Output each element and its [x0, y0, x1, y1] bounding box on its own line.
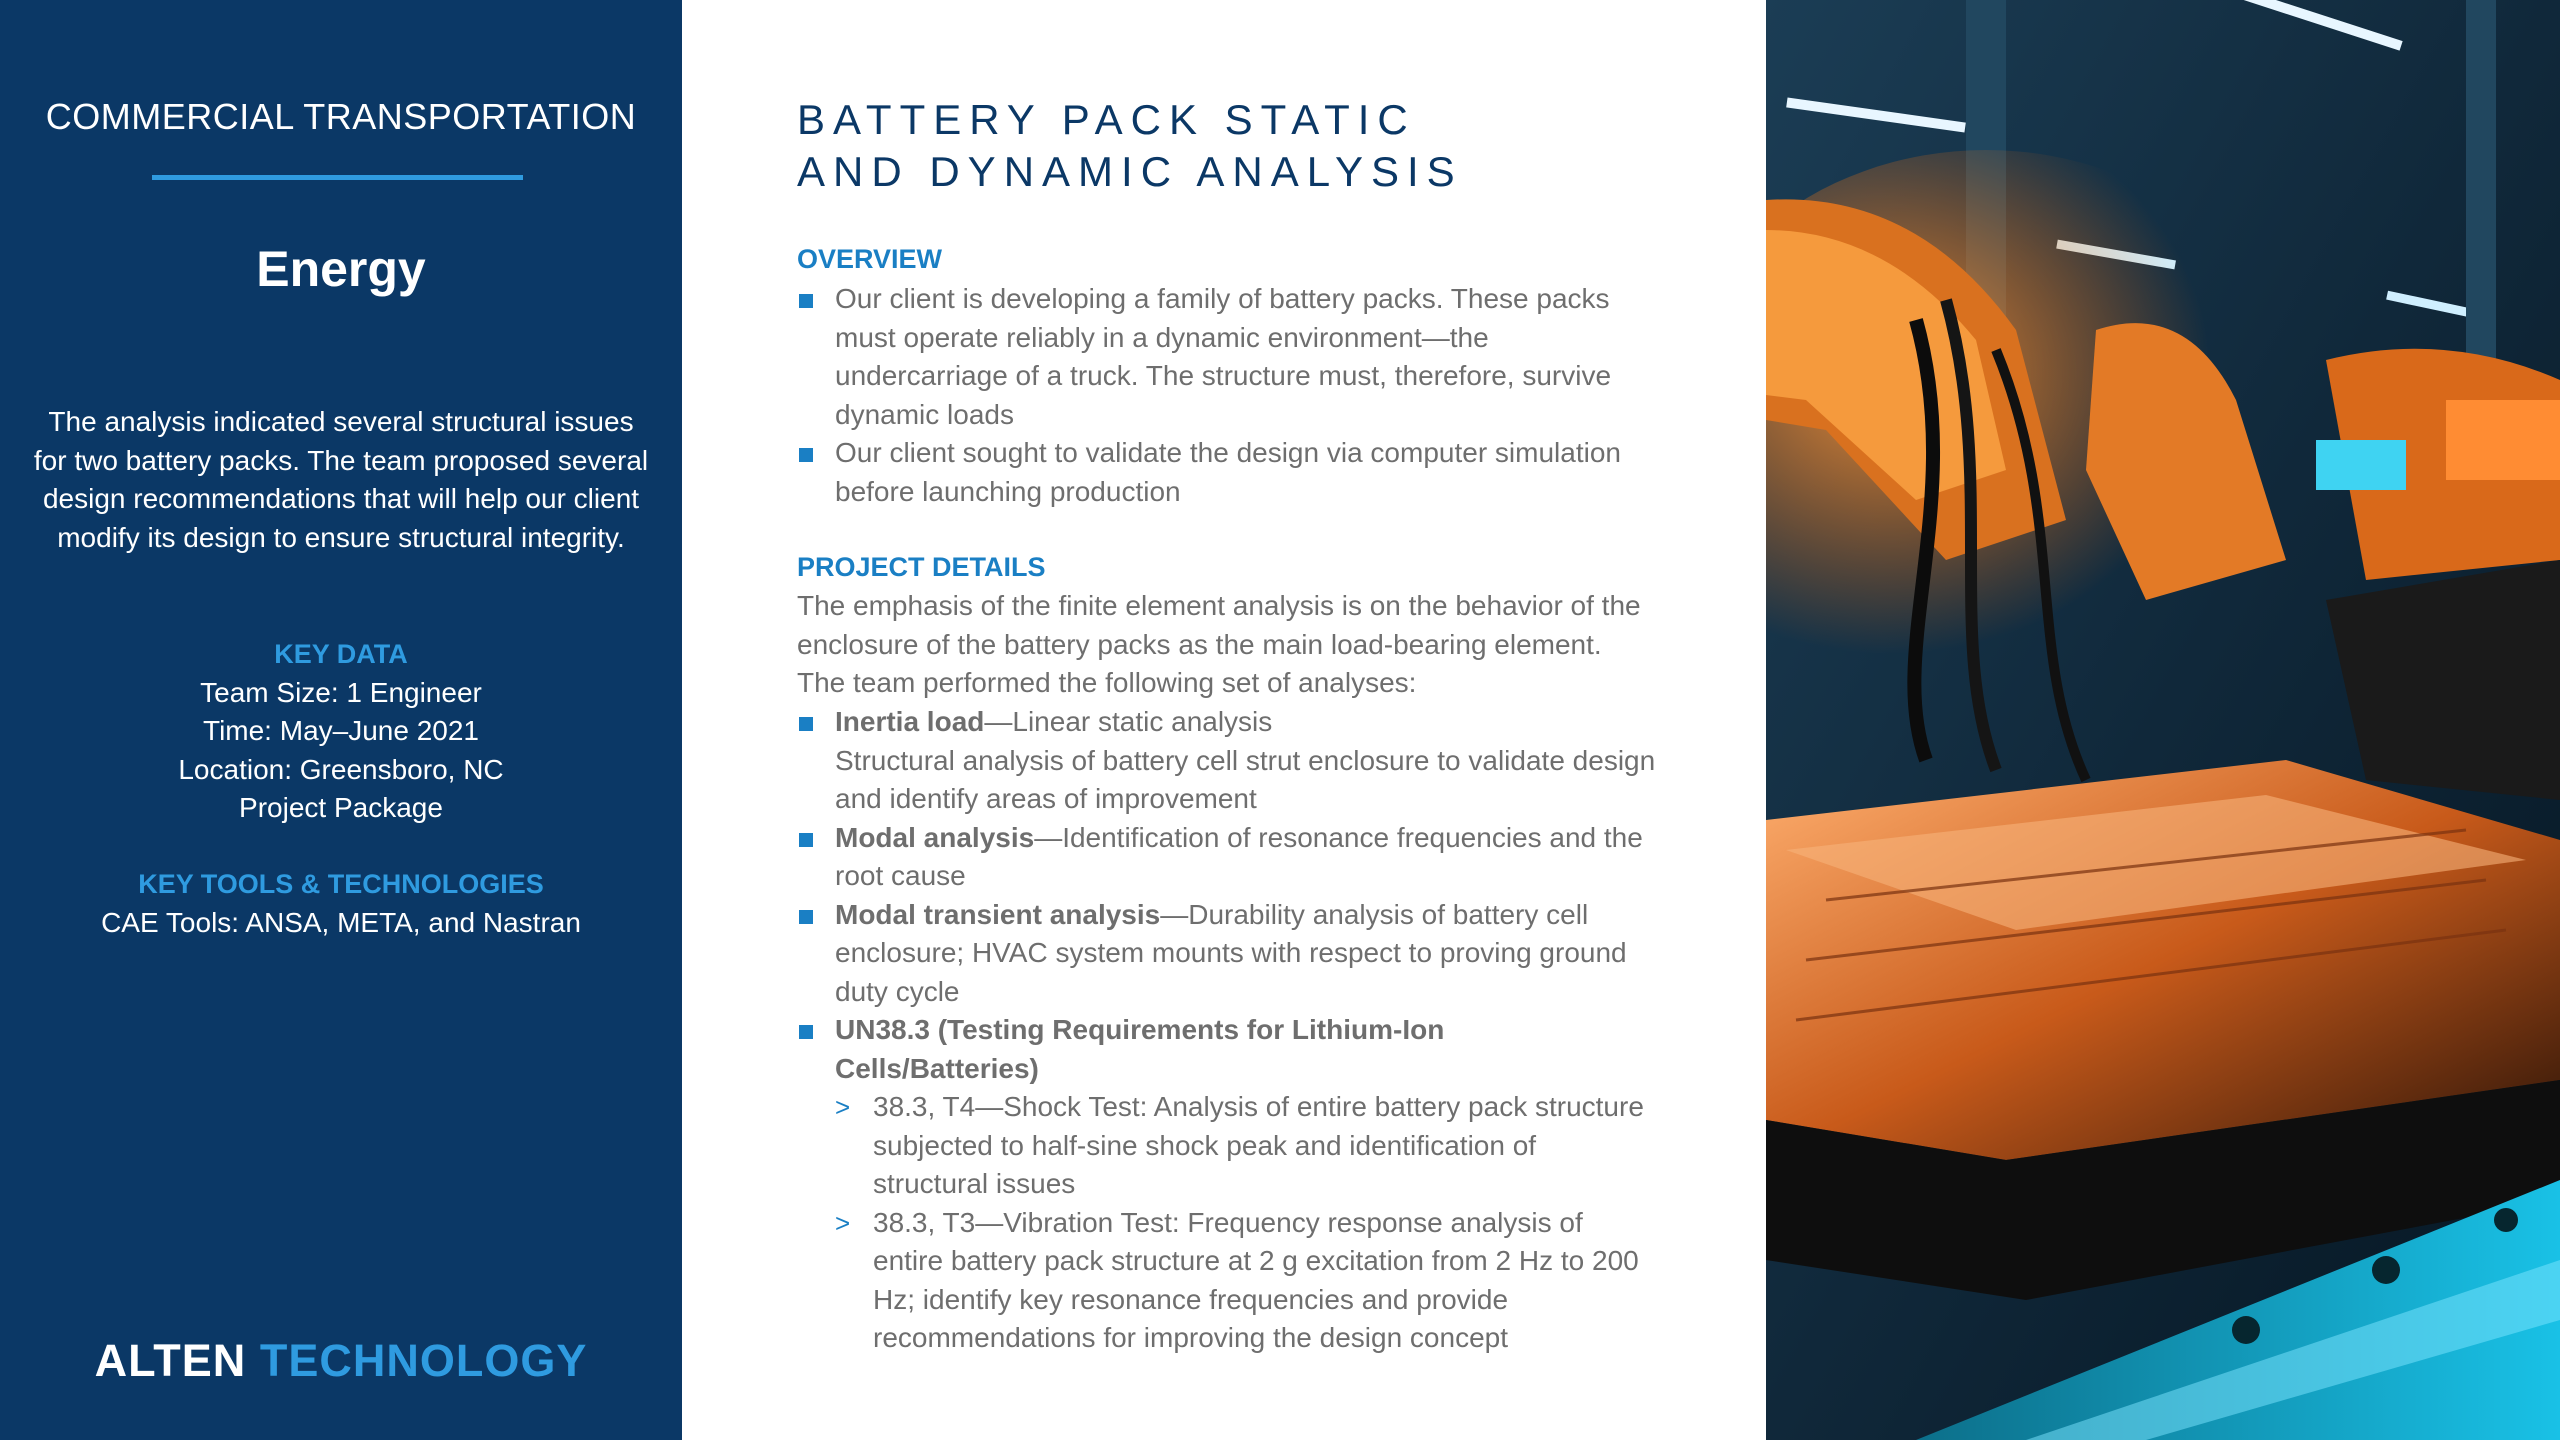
- robot-battery-image: [1766, 0, 2560, 1440]
- project-details-heading: PROJECT DETAILS: [797, 552, 1046, 582]
- title-line-2: AND DYNAMIC ANALYSIS: [797, 148, 1463, 195]
- sub-item-text: 38.3, T3—Vibration Test: Frequency response analysis of entire battery pack structure at 2 g excitation from 2 Hz to 200 Hz; identify key resonance frequencies and provide recommendations for improving the design concept: [873, 1206, 1639, 1353]
- bullet-square-icon: [799, 910, 813, 924]
- analyses-list: [797, 703, 1657, 1358]
- analysis-desc: —Durability analysis of battery cell enclosure; HVAC system mounts with respect to proving ground duty cycle: [835, 898, 1627, 1007]
- category-label: COMMERCIAL TRANSPORTATION: [45, 96, 637, 137]
- list-item: [797, 703, 1657, 819]
- key-tools-block: [0, 865, 682, 942]
- bullet-square-icon: [799, 1025, 813, 1039]
- left-sidebar: [0, 0, 682, 1440]
- key-data-item: Location: Greensboro, NC: [178, 753, 504, 785]
- sub-list-item: [835, 1204, 1657, 1358]
- list-item: [797, 1011, 1657, 1358]
- industry-title: Energy: [256, 241, 426, 297]
- alten-logo: [0, 1335, 682, 1387]
- logo-word-technology: TECHNOLOGY: [259, 1335, 588, 1386]
- list-item: [797, 896, 1657, 1012]
- list-item-text: Our client is developing a family of battery packs. These packs must operate reliably in a dynamic environment—the undercarriage of a truck. The structure must, therefore, survive dynamic loads: [835, 283, 1612, 430]
- analysis-desc: —Linear static analysis: [984, 706, 1273, 737]
- overview-heading: OVERVIEW: [797, 244, 943, 274]
- sub-list-item: [835, 1088, 1657, 1204]
- list-item: [797, 434, 1657, 511]
- title-line-1: BATTERY PACK STATIC: [797, 96, 1416, 143]
- summary-text: The analysis indicated several structural issues for two battery packs. The team proposed several design recommendations that will help our client modify its design to ensure structural integrity.: [33, 406, 649, 553]
- chevron-right-icon: >: [835, 1207, 851, 1238]
- bullet-square-icon: [799, 833, 813, 847]
- key-data-item: Project Package: [239, 792, 443, 823]
- key-tools-title: KEY TOOLS & TECHNOLOGIES: [138, 869, 544, 899]
- analysis-name: Modal transient analysis: [835, 898, 1161, 930]
- factory-photo: [1766, 0, 2560, 1440]
- key-tools-text: CAE Tools: ANSA, META, and Nastran: [101, 906, 581, 938]
- chevron-right-icon: >: [835, 1092, 851, 1122]
- list-item: [797, 280, 1657, 434]
- analysis-detail: Structural analysis of battery cell strut enclosure to validate design and identify areas of improvement: [835, 744, 1656, 814]
- key-data-title: KEY DATA: [274, 639, 408, 669]
- project-intro: The emphasis of the finite element analysis is on the behavior of the enclosure of the battery packs as the main load-bearing element. The team performed the following set of analyses:: [797, 590, 1641, 698]
- bullet-square-icon: [799, 448, 813, 462]
- list-item-text: Our client sought to validate the design via computer simulation before launching production: [835, 437, 1621, 507]
- analysis-name: UN38.3 (Testing Requirements for Lithium-Ion Cells/Batteries): [835, 1014, 1445, 1084]
- bullet-square-icon: [799, 717, 813, 731]
- divider: [152, 175, 523, 180]
- bullet-square-icon: [799, 294, 813, 308]
- overview-list: [797, 280, 1657, 511]
- sub-item-text: 38.3, T4—Shock Test: Analysis of entire battery pack structure subjected to half-sine shock peak and identification of structural issues: [873, 1091, 1644, 1199]
- key-data-item: Team Size: 1 Engineer: [200, 676, 482, 708]
- key-data-block: [0, 635, 682, 828]
- logo-word-alten: ALTEN: [94, 1335, 247, 1386]
- list-item: [797, 819, 1657, 896]
- analysis-name: Modal analysis: [835, 821, 1035, 853]
- page-title: [797, 94, 1737, 198]
- key-data-item: Time: May–June 2021: [203, 715, 479, 746]
- main-content: [682, 0, 1766, 1440]
- analysis-name: Inertia load: [835, 706, 985, 737]
- un-sub-list: [835, 1088, 1657, 1358]
- analysis-desc: —Identification of resonance frequencies and the root cause: [835, 821, 1643, 891]
